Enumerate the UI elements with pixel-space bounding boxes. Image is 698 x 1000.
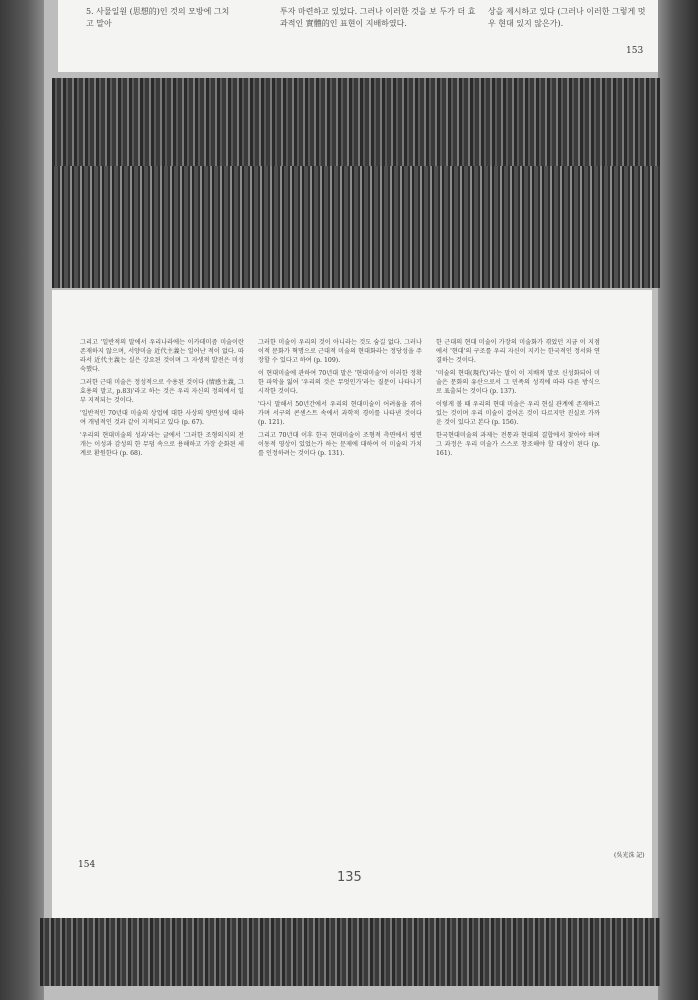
scan-dark-band	[52, 78, 660, 166]
paragraph: '우리의 현대미술의 성과'라는 글에서 '그러한 조형의식의 전개는 이성과 감성의 한 무덤 속으로 용해하고 가장 순화된 세계로 환원한다 (p. 68).	[80, 432, 244, 457]
paragraph: 그러한 근대 미술은 정성적으로 수용된 것이다 (情感主義, 그 효용의 말고, p.83)'라고 하는 것은 우리 자신의 정의에서 일부 지적되는 것이다.	[80, 379, 244, 404]
scan-dark-band	[40, 918, 660, 986]
author-note: (吳光洙 記)	[614, 852, 645, 859]
paragraph: 한 근대의 현대 미술이 가장의 미술화가 겪었던 지금 이 지점에서 '현대'의 구조를 우리 자신이 지키는 한국적인 정서와 연결하는 것이다.	[436, 339, 600, 364]
top-strip-mid-text: 투자 마련하고 있었다. 그러나 이러한 것을 보 두가 더 효과적인 實體的인 표현이 지배하였다.	[280, 7, 476, 28]
scan-left-edge	[0, 0, 44, 1000]
bottom-page-number: 154	[78, 860, 96, 870]
paragraph: 그리고 70년대 이후 한국 현대미술이 조형적 측면에서 평면 이동적 영상이 있었는가 하는 문제에 대하여 이 미술의 가치를 인정하려는 것이다 (p. 131).	[258, 432, 422, 457]
main-page	[52, 290, 652, 918]
paragraph: '일반적인 70년대 미술의 상업에 대한 사상의 양면성에 대하여 개념적인 것과 같이 지적되고 있다 (p. 67).	[80, 410, 244, 426]
paragraph: 한국현대미술의 과제는 전통과 현대의 결합에서 찾아야 하며 그 과정은 우리 미술가 스스로 창조해야 할 대상이 된다 (p. 161).	[436, 432, 600, 457]
top-strip-left-text: 5. 사물일원 (思想的)인 것의 모방에 그치고 말아	[86, 7, 230, 28]
text-column-1	[80, 338, 244, 838]
handwritten-page-number: 135	[337, 870, 362, 885]
top-page-number: 153	[626, 46, 644, 56]
scan-dark-band	[52, 166, 660, 288]
paragraph: '미술의 현대(現代)'라는 말이 이 지배적 말로 신성화되어 미술은 문화의 유산으로서 그 민족의 성격에 따라 다른 방식으로 표출되는 것이다 (p. 137).	[436, 370, 600, 395]
top-strip-right-text: 상을 제시하고 있다 (그러나 이러한 그렇게 멋 우 현대 있지 않은가).	[488, 7, 646, 28]
scan-right-edge	[658, 0, 698, 1000]
paragraph: 이 현대미술에 관하여 70년대 말은 '현대미술'이 이러한 정확한 파악을 잃어 '우리의 것은 무엇인가'라는 질문이 나타나기 시작한 것이다.	[258, 370, 422, 395]
previous-page-strip	[58, 0, 658, 72]
paragraph: 그러한 미술이 우리의 것이 아니라는 것도 숨길 없다. 그러나 이적 문화가 혁명으로 근대적 미술의 현대화라는 정당성을 주장할 수 있다고 하여 (p. 109).	[258, 339, 422, 364]
text-column-3	[436, 338, 600, 838]
text-column-2	[258, 338, 422, 838]
paragraph: 이렇게 볼 때 우리의 현대 미술은 우리 현실 관계에 존재하고 있는 것이며 우리 미술이 걸어온 것이 다르지만 진실로 가까운 것이 있다고 본다 (p. 156).	[436, 401, 600, 426]
paragraph: 그리고 '일반적의 말에서 우리나라에는 이카데미즘 미술이란 존재하지 않으며, 서양미술 近代主義는 일어난 적이 없다. 따라서 近代主義는 실은 강요된 것이며 그 자생적 발전은 미성숙했다.	[80, 339, 244, 373]
paragraph: '다시 말해서 50년간에서 우리의 현대미술이 어려움을 겪어가며 서구의 콘센스트 속에서 과학적 경이를 나타낸 것이다 (p. 121).	[258, 401, 422, 426]
